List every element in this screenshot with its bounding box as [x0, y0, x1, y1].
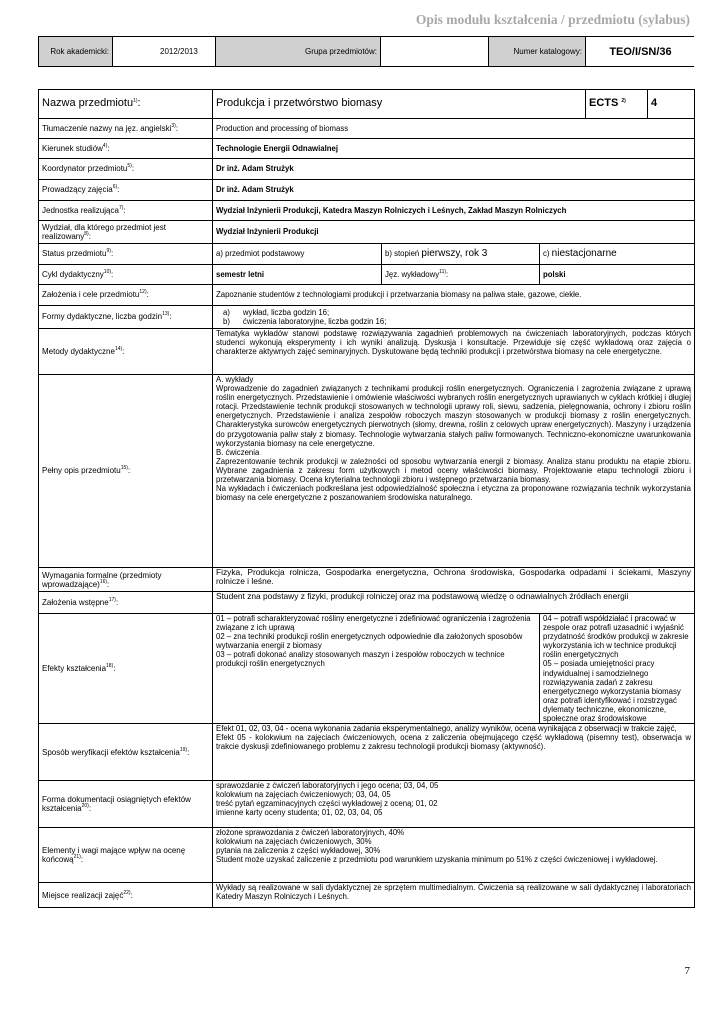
english-name-label: Tłumaczenie nazwy na jęz. angielski$^{3)}$:: [39, 119, 213, 139]
lectures-heading: A. wykłady: [216, 375, 254, 384]
ects-value: 4: [648, 90, 695, 119]
weights-label: Elementy i wagi mające wpływ na ocenę końcową$^{21)}$:: [39, 828, 213, 883]
cycle-value: semestr letni: [213, 265, 382, 285]
row-coordinator: [39, 159, 695, 180]
documentation-value: sprawozdanie z ćwiczeń laboratoryjnych i jego ocena; 03, 04, 05 kolokwium na zajęciach ćwiczeniowych; 03, 04, 05 treść pytań egzaminacyjnych części wykładowej z oceną; 01, 02 imienne karty oceny studenta; 01, 02, 03, 04, 05: [213, 781, 695, 828]
outcomes-right-value: 04 – potrafi współdziałać i pracować w zespole oraz potrafi uzasadnić i wyjaśnić przydatność środków produkcji w zakresie wykorzystania ich w technice produkcji roślin energetycznych 05 – posiada umiejętności pracy indywidualnej i samodzielnego rozwiązywania zadań z zakresu energetycznego wykorzystania biomasy oraz potrafi identyfikować i rozstrzygać dylematy techniczne, ekonomiczne, społeczne oraz środowiskowe: [540, 614, 695, 724]
methods-label: Metody dydaktyczne$^{14)}$:: [39, 329, 213, 375]
row-requirements: [39, 568, 695, 592]
status-label: Status przedmiotu$^{9)}$:: [39, 244, 213, 265]
responsibility-text: Na wykładach i ćwiczeniach podkreślana jest odpowiedzialność społeczna i etyczna za proponowane rozwiązania technik wykorzystania biomasy na cele energetyczne z poszanowaniem środowiska naturalnego.: [216, 484, 691, 503]
document-header-title: Opis modułu kształcenia / przedmiotu (sylabus): [415, 12, 690, 27]
outcomes-left-value: 01 – potrafi scharakteryzować rośliny energetyczne i zdefiniować ograniczenia i zagrożenia związane z ich uprawą 02 – zna techniki produkcji roślin energetycznych odpowiednie dla założonych sposobów wytwarzania energii z biomasy 03 – potrafi dokonać analizy stosowanych maszyn i zespołów roboczych w technice produkcji roślin energetycznych: [213, 614, 540, 724]
coordinator-value: Dr inż. Adam Strużyk: [213, 159, 695, 180]
prerequisites-label: Założenia wstępne$^{17)}$:: [39, 592, 213, 614]
faculty-label: Wydział, dla którego przedmiot jest realizowany$^{8)}$:: [39, 221, 213, 244]
row-full-description: [39, 375, 695, 568]
row-unit: [39, 201, 695, 221]
verification-value: Efekt 01, 02, 03, 04 - ocena wykonania zadania eksperymentalnego, analizy wyników, ocena wynikająca z obserwacji w trakcie zajęć, Efekt 05 - kolokwium na zajęciach ćwiczeniowych, ocena z zaliczenia obejmującego część wykładową (pisemny test), obserwacja w trakcie dyskusji zdefiniowanego problemu z zakresu technologii produkcji biomasy (aktywność).: [213, 724, 695, 781]
row-outcomes: [39, 614, 695, 724]
lecturers-value: Dr inż. Adam Strużyk: [213, 180, 695, 201]
row-course-name: [39, 90, 695, 119]
course-name-value: Produkcja i przetwórstwo biomasy: [213, 90, 586, 119]
unit-value: Wydział Inżynierii Produkcji, Katedra Maszyn Rolniczych i Leśnych, Zakład Maszyn Rolniczych: [213, 201, 695, 221]
row-weights: [39, 828, 695, 883]
prerequisites-value: Student zna podstawy z fizyki, produkcji rolniczej oraz ma podstawową wiedzę o odnawialnych źródłach energii: [213, 592, 695, 614]
catalog-number-value: TEO/I/SN/36: [585, 37, 695, 66]
lectures-text: Wprowadzenie do zagadnień związanych z technikami produkcji roślin energetycznych. Ograniczenia i zagrożenia związane z uprawą roślin energetycznych. Przedstawienie i omówienie właściwości wybranych roślin energetycznych uprawianych w cyklach krótkiej i długiej rotacji. Przedstawienie technik produkcji stosowanych w technologii uprawy roli, siewu, sadzenia, pielęgnowania, ochrony i zbioru roślin energetycznych. Przedstawienie i analiza zespołów roboczych maszyn stosowanych w produkcji biomasy z roślin energetycznych. Charakterystyka surowców energetycznych pierwotnych (słomy, drewna, roślin z celowych upraw energetycznych). Maszyny i urządzenia do przygotowania paliw stały z biomasy. Technologie wytwarzania stałych paliw formowanych. Techniczno-ekonomiczne uwarunkowania wykorzystania biomasy na cele energetyczne.: [216, 384, 691, 448]
english-name-value: Production and processing of biomass: [213, 119, 695, 139]
location-value: Wykłady są realizowane w sali dydaktycznej ze sprzętem multimedialnym. Ćwiczenia są realizowane w sali dydaktycznej i laboratoriach Katedry Maszyn Rolniczych i Leśnych.: [213, 883, 695, 908]
row-prerequisites: [39, 592, 695, 614]
academic-year-label: Rok akademicki:: [50, 46, 109, 56]
row-status: [39, 244, 695, 265]
field-of-study-value: Technologie Energii Odnawialnej: [213, 139, 695, 159]
aims-label: Założenia i cele przedmiotu$^{12)}$:: [39, 285, 213, 306]
status-mode-value: c) niestacjonarne: [540, 244, 695, 265]
unit-label: Jednostka realizująca$^{7)}$:: [39, 201, 213, 221]
academic-year-value: 2012/2013: [112, 37, 215, 66]
row-cycle: [39, 265, 695, 285]
syllabus-table: [38, 89, 695, 908]
row-faculty: [39, 221, 695, 244]
row-field-of-study: [39, 139, 695, 159]
page-number: 7: [684, 965, 690, 977]
course-name-label: Nazwa przedmiotu$^{1)}$:: [39, 90, 213, 119]
row-lecturers: [39, 180, 695, 201]
requirements-label: Wymagania formalne (przedmioty wprowadzające)$^{16)}$:: [39, 568, 213, 592]
full-description-label: Pełny opis przedmiotu$^{15)}$:: [39, 375, 213, 568]
documentation-label: Forma dokumentacji osiągniętych efektów kształcenia$^{20)}$:: [39, 781, 213, 828]
forms-item-lecture: a) wykład, liczba godzin 16;: [223, 307, 330, 317]
row-documentation: [39, 781, 695, 828]
verification-label: Sposób weryfikacji efektów kształcenia$^{19)}$:: [39, 724, 213, 781]
row-aims: [39, 285, 695, 306]
exercises-text: Zaprezentowanie technik produkcji w zależności od sposobu wytwarzania energii z biomasy. Analiza stanu produktu na etapie zbioru. Wybrane zagadnienia z zakresu form użytkowych i metod oceny właściwości biomasy. Projektowanie etapu technologii zbioru i przetwarzania biomasy. Ocena kryterialna technologii zbioru i wstępnego przetwarzania biomasy.: [216, 456, 691, 485]
row-methods: [39, 329, 695, 375]
row-location: [39, 883, 695, 908]
status-level-value: b) stopień pierwszy, rok 3: [382, 244, 540, 265]
top-info-bar: [38, 36, 694, 67]
language-label: Jęz. wykładowy$^{11)}$:: [382, 265, 540, 285]
forms-label: Formy dydaktyczne, liczba godzin$^{13)}$:: [39, 306, 213, 329]
row-forms: [39, 306, 695, 329]
row-english-name: [39, 119, 695, 139]
faculty-value: Wydział Inżynierii Produkcji: [213, 221, 695, 244]
course-group-value: [380, 37, 488, 66]
exercises-heading: B. ćwiczenia: [216, 447, 260, 457]
catalog-number-label: Numer katalogowy:: [488, 37, 585, 66]
course-group-label: Grupa przedmiotów:: [215, 37, 380, 66]
status-type-value: a) przedmiot podstawowy: [213, 244, 382, 265]
lecturers-label: Prowadzący zajęcia$^{6)}$:: [39, 180, 213, 201]
requirements-value: Fizyka, Produkcja rolnicza, Gospodarka energetyczna, Ochrona środowiska, Gospodarka odpadami i ściekami, Maszyny rolnicze i leśne.: [213, 568, 695, 592]
coordinator-label: Koordynator przedmiotu$^{5)}$:: [39, 159, 213, 180]
location-label: Miejsce realizacji zajęć$^{22)}$:: [39, 883, 213, 908]
weights-value: złożone sprawozdania z ćwiczeń laboratoryjnych, 40% kolokwium na zajęciach ćwiczeniowych, 30% pytania na zaliczenia z części wykładowej, 30% Student może uzyskać zaliczenie z przedmiotu pod warunkiem uzyskania minimum po 51% z części ćwiczeniowej i wykładowej.: [213, 828, 695, 883]
forms-item-lab: b) ćwiczenia laboratoryjne, liczba godzin 16;: [223, 317, 387, 326]
full-description-value: [213, 375, 695, 568]
field-of-study-label: Kierunek studiów$^{4)}$:: [39, 139, 213, 159]
methods-value: Tematyka wykładów stanowi podstawę rozwiązywania zagadnień problemowych na ćwiczeniach laboratoryjnych, podczas których studenci wykonują eksperymenty i ich wyniki analizują. Dyskusja i konsultacje. Przewiduje się część wykładową oraz zajęcia o charakterze aktywnych zajęć seminaryjnych. Dyskutowane będą techniki produkcji i przetwórstwa biomasy na cele energetyczne.: [213, 329, 695, 375]
forms-value: [213, 306, 695, 329]
language-value: polski: [540, 265, 695, 285]
aims-value: Zapoznanie studentów z technologiami produkcji i przetwarzania biomasy na paliwa stałe, gazowe, ciekłe.: [213, 285, 695, 306]
outcomes-label: Efekty kształcenia$^{18)}$:: [39, 614, 213, 724]
row-verification: [39, 724, 695, 781]
ects-label: ECTS $^{2)}$: [586, 90, 648, 119]
cycle-label: Cykl dydaktyczny$^{10)}$:: [39, 265, 213, 285]
